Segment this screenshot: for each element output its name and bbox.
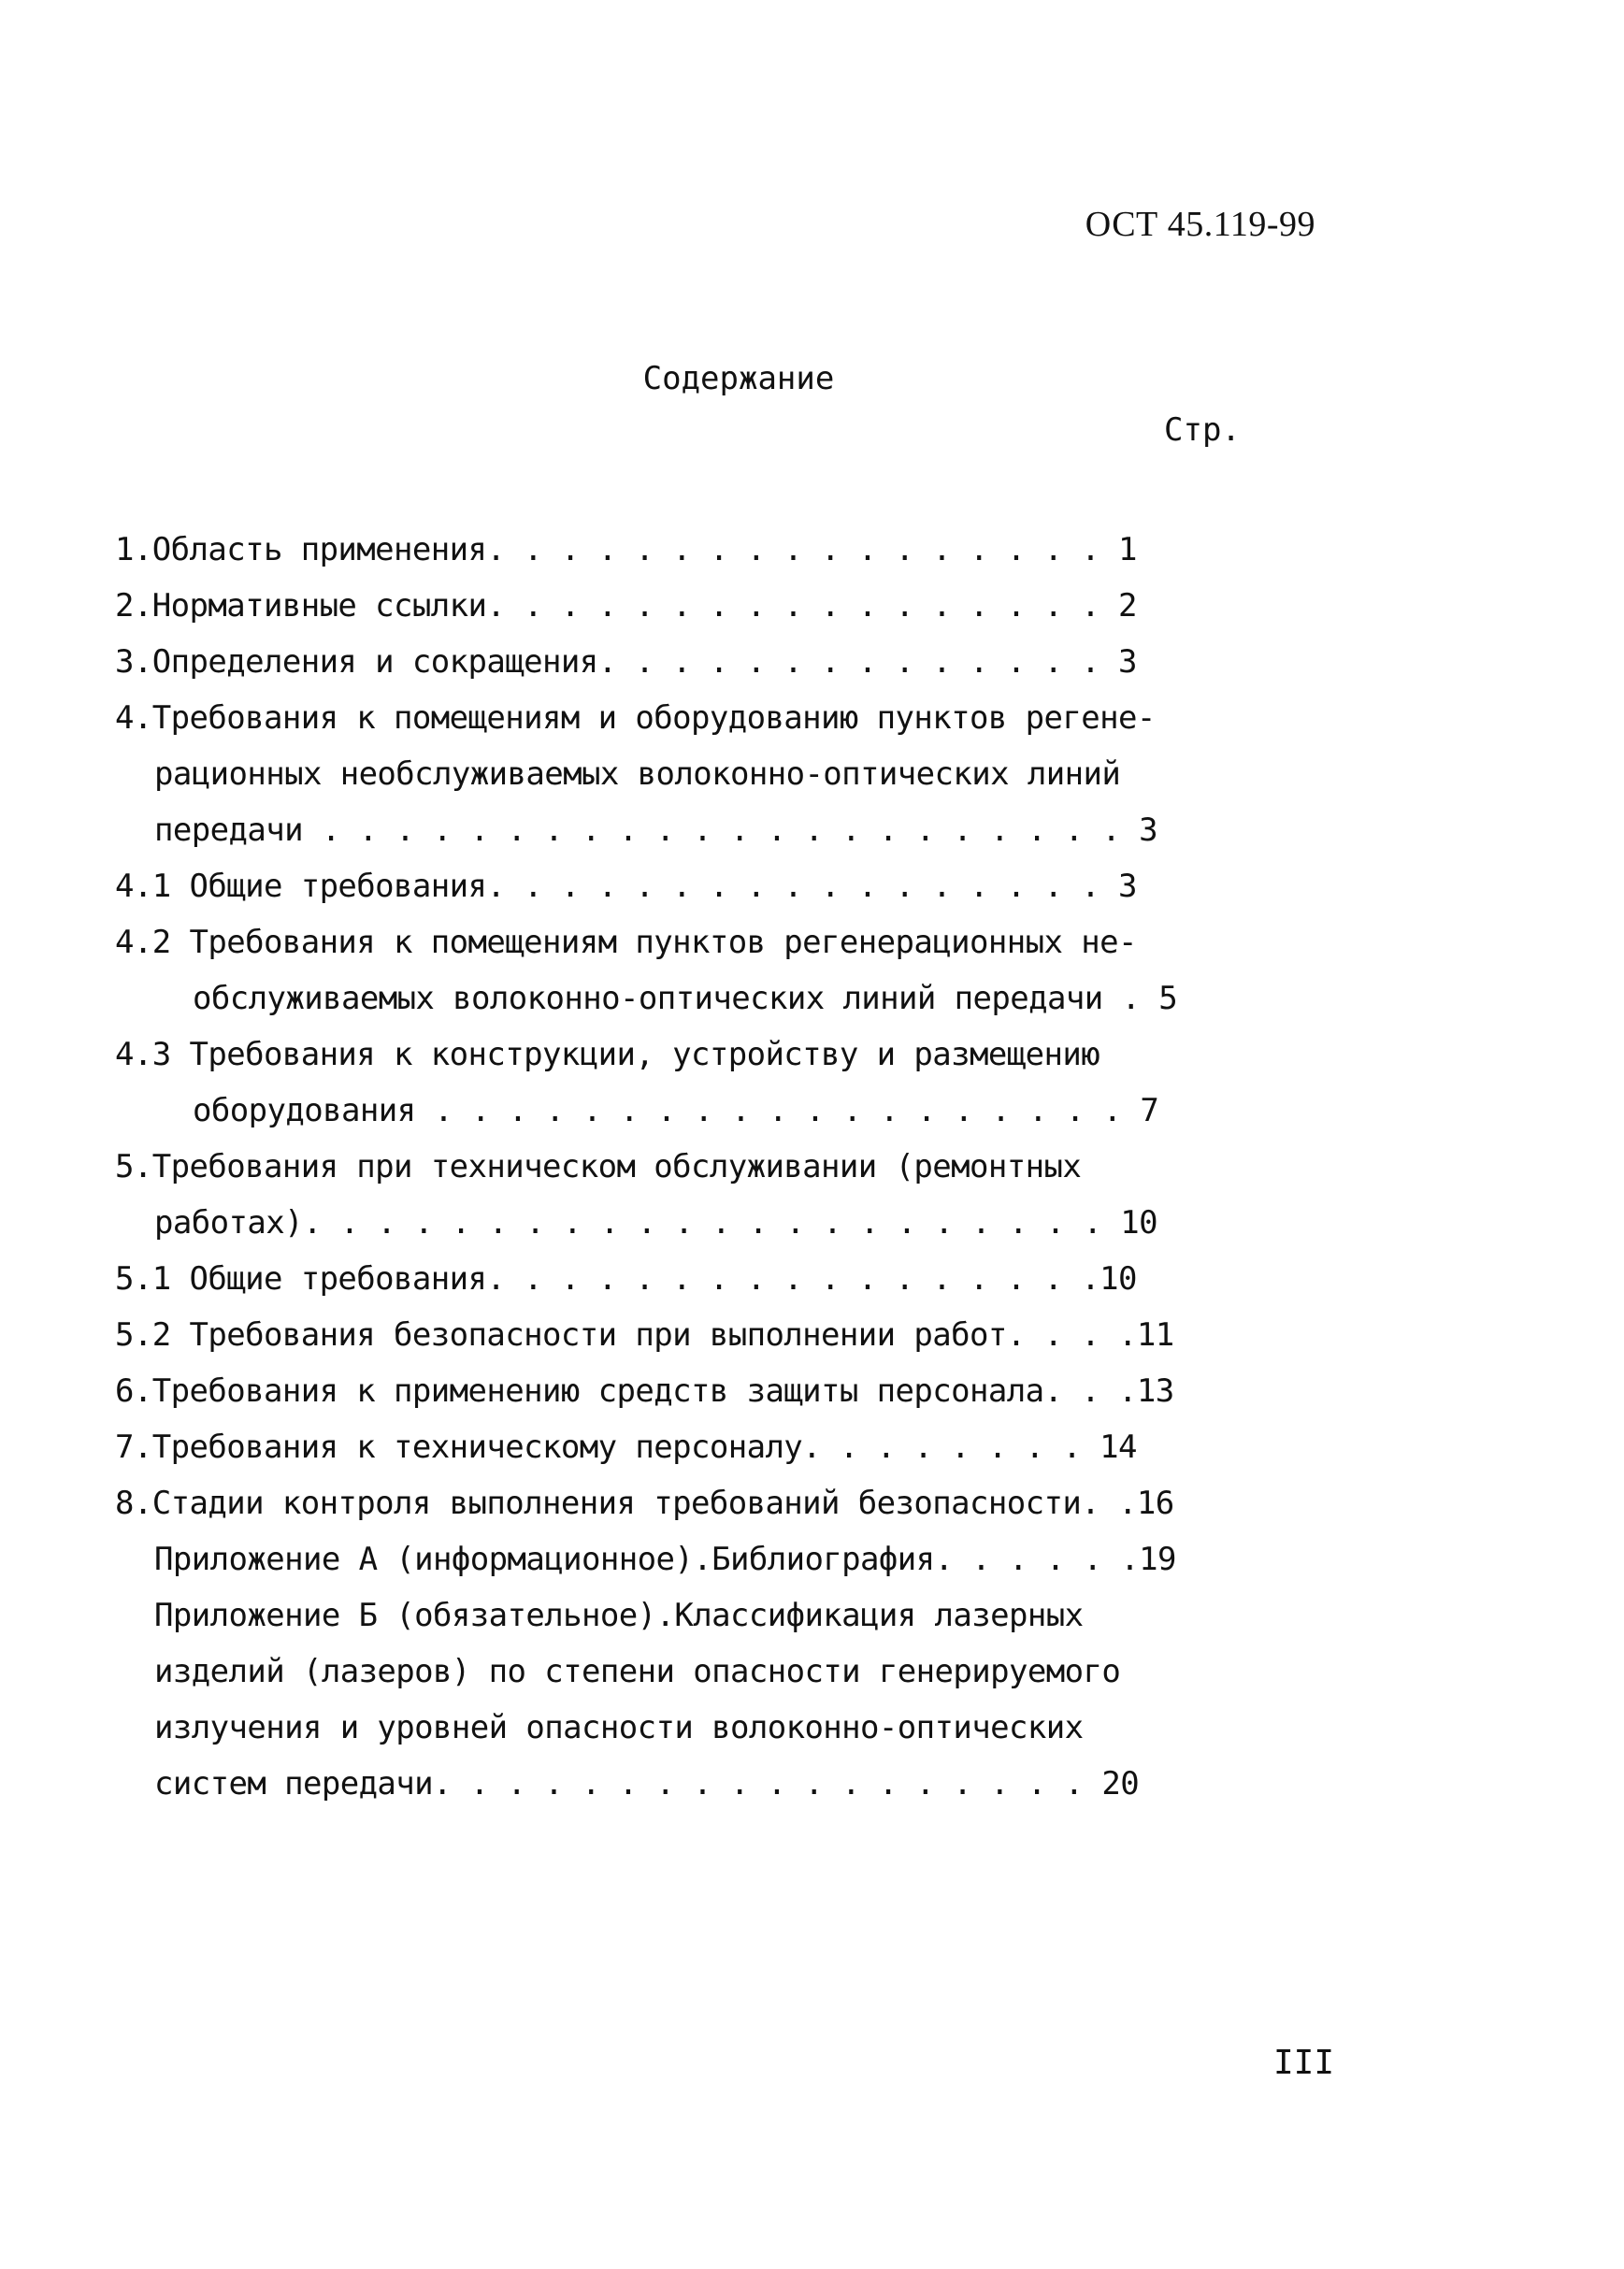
toc-line: 4.Требования к помещениям и оборудованию пунктов регене- xyxy=(115,699,1156,737)
toc-line: 5.Требования при техническом обслуживании (ремонтных xyxy=(115,1148,1082,1185)
document-code: ОСТ 45.119-99 xyxy=(1085,205,1315,244)
page-column-label: Стр. xyxy=(1164,411,1241,449)
toc-line: систем передачи. . . . . . . . . . . . . . . . . . 20 xyxy=(154,1765,1140,1802)
toc-line: 3.Определения и сокращения. . . . . . . . . . . . . . 3 xyxy=(115,643,1137,681)
toc-line: 5.2 Требования безопасности при выполнении работ. . . .11 xyxy=(115,1316,1174,1354)
toc-line: Приложение Б (обязательное).Классификация лазерных xyxy=(154,1597,1084,1634)
toc-line: Приложение А (информационное).Библиография. . . . . .19 xyxy=(154,1541,1176,1578)
toc-line: обслуживаемых волоконно-оптических линий передачи . 5 xyxy=(193,980,1178,1017)
toc-line: 8.Стадии контроля выполнения требований безопасности. .16 xyxy=(115,1485,1174,1522)
toc-line: 5.1 Общие требования. . . . . . . . . . . . . . . . .10 xyxy=(115,1260,1137,1298)
toc-line: 4.3 Требования к конструкции, устройству и размещению xyxy=(115,1036,1100,1073)
toc-line: работах). . . . . . . . . . . . . . . . . . . . . . 10 xyxy=(154,1204,1157,1242)
toc-line: 4.1 Общие требования. . . . . . . . . . . . . . . . . 3 xyxy=(115,868,1137,905)
page-number: III xyxy=(1273,2044,1335,2082)
table-of-contents xyxy=(115,522,1237,1812)
toc-line: 1.Область применения. . . . . . . . . . . . . . . . . 1 xyxy=(115,531,1137,568)
toc-line: 2.Нормативные ссылки. . . . . . . . . . . . . . . . . 2 xyxy=(115,587,1137,625)
toc-line: передачи . . . . . . . . . . . . . . . . . . . . . . 3 xyxy=(154,811,1157,849)
toc-line: 4.2 Требования к помещениям пунктов регенерационных не- xyxy=(115,924,1137,961)
toc-line: оборудования . . . . . . . . . . . . . . . . . . . 7 xyxy=(193,1092,1159,1129)
toc-line: 6.Требования к применению средств защиты персонала. . .13 xyxy=(115,1372,1174,1410)
toc-line: изделий (лазеров) по степени опасности генерируемого xyxy=(154,1653,1121,1690)
toc-line: 7.Требования к техническому персоналу. . . . . . . . 14 xyxy=(115,1429,1137,1466)
toc-title: Содержание xyxy=(642,360,835,397)
toc-line: рационных необслуживаемых волоконно-оптических линий xyxy=(154,755,1121,793)
toc-line: излучения и уровней опасности волоконно-оптических xyxy=(154,1709,1084,1746)
